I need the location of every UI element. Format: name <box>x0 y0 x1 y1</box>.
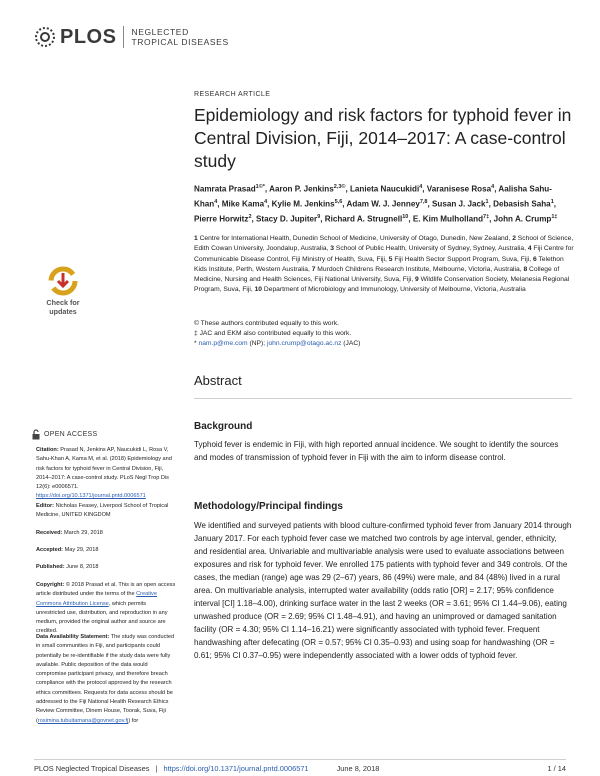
page-number: 1 / 14 <box>547 764 566 773</box>
license-link[interactable]: Creative Commons Attribution License <box>36 591 157 607</box>
author-name: Stacy D. Jupiter <box>256 214 318 224</box>
open-lock-icon <box>32 429 40 440</box>
affiliation-text: School of Public Health, University of Sydney, Sydney, Australia, <box>334 245 528 253</box>
accepted-date <box>36 546 176 555</box>
author-affiliation-marker: 1 <box>485 198 489 205</box>
journal-logo <box>34 24 229 50</box>
open-access-label: OPEN ACCESS <box>44 431 98 438</box>
author-affiliation-marker: 4 <box>491 184 495 190</box>
availability-email-link[interactable]: rosimina.tubuitamana@govnet.gov.fj <box>37 717 129 724</box>
copyright-text: © 2018 Prasad et al. This is an open access article distributed under the terms of the <box>36 582 176 598</box>
author-affiliation-marker: 7‡ <box>483 213 490 220</box>
journal-name <box>131 27 228 47</box>
background-text: Typhoid fever is endemic in Fiji, with high reported annual incidence. We sought to identify the sources and modes of transmission of typhoid fever in Fiji with the aim to inform disease control. <box>194 440 559 462</box>
footer-date: June 8, 2018 <box>336 764 380 773</box>
affiliation-number: 9 <box>415 276 419 284</box>
affiliation-number: 8 <box>523 265 528 273</box>
logo-text: PLOS <box>60 25 117 48</box>
footer-divider <box>34 759 566 760</box>
email-suffix-2: (JAC) <box>343 340 361 347</box>
author-name: Richard A. Strugnell <box>324 214 403 224</box>
author-affiliation-marker: 4 <box>214 198 218 205</box>
affiliation-text: Fiji Centre for Communicable Disease Control, Fiji Ministry of Health, Suva, Fiji, <box>194 245 574 263</box>
citation-text: Prasad N, Jenkins AP, Naucukidi L, Rosa V, Sahu-Khan A, Kama M, et al. (2018) Epidemiology and risk factors for typhoid fever in Central Division, Fiji, 2014–2017: A case-control study. PLoS Negl Trop Dis 12(6): e0006571. <box>36 447 172 491</box>
abstract-heading: Abstract <box>194 373 242 388</box>
received-label: Received: <box>36 530 63 536</box>
published-label: Published: <box>36 564 65 570</box>
affiliation-text: Telethon Kids Institute, Perth, Western Australia, <box>194 255 564 273</box>
affiliation-text: Murdoch Childrens Research Institute, Melbourne, Victoria, Australia, <box>315 265 524 273</box>
corresponding-marker: * <box>194 340 197 347</box>
article-title: Epidemiology and risk factors for typhoid fever in Central Division, Fiji, 2014–2017: A case-control study <box>194 105 572 171</box>
affiliation-text: Wildlife Conservation Society, Melanesia Regional Program, Suva, Fiji, <box>194 276 570 294</box>
author-name: Aaron P. Jenkins <box>269 184 334 194</box>
author-affiliation-marker: 1©* <box>255 184 265 190</box>
author-name: Adam W. J. Jenney <box>346 199 420 209</box>
author-list: Namrata Prasad$^{1©*}$, Aaron P. Jenkins$^{2,3©}$, Lanieta Naucukidi$^4$, Varanisese Rosa$^4$, Aalisha Sahu-Khan$^4$, Mike Kama$^4$, Kylie M. Jenkins$^{5,6}$, Adam W. J. Jenney$^{7,8}$, Susan J. Jack$^1$, Debasish Saha$^1$, Pierre Horwitz$^2$, Stacy D. Jupiter$^9$, Richard A. Strugnell$^{10}$, E. Kim Mulholland$^{7\ddagger}$, John A. Crump$^{1\ddagger}$ <box>194 184 558 224</box>
affiliation-list <box>194 234 574 296</box>
journal-name-line2: TROPICAL DISEASES <box>131 37 229 47</box>
availability-label: Data Availability Statement: <box>36 634 110 640</box>
footer-sep-1: | <box>155 764 158 773</box>
affiliation-number: 3 <box>330 245 335 253</box>
check-updates-line1: Check for <box>46 298 80 307</box>
author-affiliation-marker: 10 <box>402 213 409 220</box>
author-name: Namrata Prasad <box>194 184 256 194</box>
published-value: June 8, 2018 <box>66 564 99 570</box>
received-date <box>36 529 176 538</box>
affiliation-number: 7 <box>311 265 316 273</box>
author-notes <box>194 319 574 349</box>
methods-text: We identified and surveyed patients with blood culture-confirmed typhoid fever from January 2014 through January 2017. For each typhoid fever case we matched two controls by age interval, gender, ethnicity, and residential area. Univariable and multivariable analysis were used to evaluate associations between exposures and risk for typhoid fever. We enrolled 175 patients with typhoid fever and 349 controls. Of the cases, the median (range) age was 29 (2–67) years, 86 (49%) were male, and 84 (48%) lived in a rural area. On multivariable analysis, interrupted water availability (odds ratio [OR] = 2.17; 95% confidence interval [CI] 1.18–4.00), drinking surface water in the last 2 weeks (OR = 3.61; 95% CI 1.44–9.06), eating unwashed produce (OR = 2.69; 95% CI 1.48–4.91), and having an unimproved or damaged sanitation facility (OR = 4.30; 95% CI 1.14–16.21) were significantly associated with typhoid fever. Frequent handwashing after defecating (OR = 0.57; 95% CI 0.35–0.93) and using soap for handwashing (OR = 0.61; 95% CI 0.37–0.95) were independently associated with a lower odds of typhoid fever. <box>194 521 572 660</box>
article-type: RESEARCH ARTICLE <box>194 91 271 98</box>
affiliation-number: 1 <box>194 235 198 242</box>
citation-block <box>36 446 176 502</box>
author-name: Susan J. Jack <box>431 199 486 209</box>
author-affiliation-marker: 1‡ <box>551 213 558 220</box>
open-access-badge <box>32 429 97 440</box>
availability-text-end: ) for <box>128 717 139 724</box>
email-link-prasad[interactable]: nam.p@me.com <box>198 340 248 347</box>
affiliation-number: 4 <box>527 245 532 253</box>
data-availability-block <box>36 633 176 726</box>
copyright-label: Copyright: <box>36 582 65 588</box>
affiliation-text: Fiji Health Sector Support Program, Suva, Fiji, <box>392 255 533 263</box>
author-name: Debasish Saha <box>493 199 551 209</box>
equal-contribution-note: © These authors contributed equally to this work. <box>194 320 339 327</box>
accepted-label: Accepted: <box>36 547 64 553</box>
author-affiliation-marker: 4 <box>264 198 268 205</box>
received-value: March 29, 2018 <box>64 530 103 536</box>
editor-text: Nicholas Feasey, Liverpool School of Tropical Medicine, UNITED KINGDOM <box>36 503 169 519</box>
accepted-value: May 29, 2018 <box>64 547 99 553</box>
email-suffix-1: (NP); <box>249 340 266 347</box>
author-name: E. Kim Mulholland <box>412 214 484 224</box>
footer-doi-link[interactable]: https://doi.org/10.1371/journal.pntd.0006571 <box>163 764 309 773</box>
journal-name-line1: NEGLECTED <box>131 27 189 37</box>
check-updates-label <box>40 299 86 316</box>
author-name: Varanisese Rosa <box>426 184 492 194</box>
check-updates-line2: updates <box>49 306 77 316</box>
affiliation-number: 2 <box>512 235 516 242</box>
background-heading: Background <box>194 421 253 432</box>
page-footer <box>34 764 566 773</box>
footer-journal: PLOS Neglected Tropical Diseases <box>34 764 150 773</box>
author-affiliation-marker: 7,8 <box>419 198 428 205</box>
editor-block <box>36 502 176 521</box>
plos-logo-icon <box>34 26 56 48</box>
author-name: Pierre Horwitz <box>194 214 249 224</box>
logo-divider <box>123 26 124 48</box>
author-affiliation-marker: 1 <box>550 198 554 205</box>
editor-label: Editor: <box>36 503 55 509</box>
author-affiliation-marker: 2,3© <box>333 184 346 190</box>
check-updates-icon <box>48 266 78 296</box>
email-link-crump[interactable]: john.crump@otago.ac.nz <box>266 340 342 347</box>
check-for-updates-badge[interactable] <box>40 266 86 326</box>
affiliation-number: 5 <box>388 255 393 263</box>
author-name: Aalisha Sahu-Khan <box>194 184 552 209</box>
citation-doi-link[interactable]: https://doi.org/10.1371/journal.pntd.0006571 <box>36 493 146 500</box>
affiliation-text: College of Medicine, Nursing and Health Sciences, Fiji National University, Suva, Fiji, <box>194 265 560 284</box>
copyright-text-end: , which permits unrestricted use, distribution, and reproduction in any medium, provided the original author and source are credited. <box>36 600 168 635</box>
affiliation-number: 10 <box>254 286 263 294</box>
author-affiliation-marker: 9 <box>317 213 321 220</box>
author-name: Kylie M. Jenkins <box>271 199 335 209</box>
affiliation-text: Centre for International Health, Dunedin School of Medicine, University of Otago, Dunedin, New Zealand, <box>197 235 513 242</box>
published-date <box>36 563 176 572</box>
author-name: John A. Crump <box>493 214 552 224</box>
methods-heading: Methodology/Principal findings <box>194 501 343 512</box>
corresponding-emails <box>194 339 574 349</box>
author-affiliation-marker: 2 <box>248 213 252 220</box>
availability-text: The study was conducted in small communities in Fiji, and participants could potentially be re-identifiable if the study data were fully available. Public deposition of the data would compromise participant privacy, and therefore breach compliance with the protocol approved by the research ethics committees. Requests for data access should be addressed to the Fiji National Health Research Ethics Review Committee, Dinem House, Toorak, Suva, Fiji ( <box>36 634 175 724</box>
citation-label: Citation: <box>36 447 59 453</box>
author-name: Mike Kama <box>221 199 265 209</box>
affiliation-number: 6 <box>532 255 537 263</box>
author-name: Lanieta Naucukidi <box>349 184 420 194</box>
author-affiliation-marker: 5,6 <box>334 198 343 205</box>
author-affiliation-marker: 4 <box>419 184 423 190</box>
copyright-block <box>36 581 176 637</box>
abstract-divider <box>194 398 572 399</box>
affiliation-text: Department of Microbiology and Immunology, University of Melbourne, Victoria, Australia <box>262 286 526 294</box>
affiliation-text: School of Science, Edith Cowan University, Joondalup, Australia, <box>194 235 574 253</box>
joint-contribution-note: ‡ JAC and EKM also contributed equally to this work. <box>194 330 352 337</box>
